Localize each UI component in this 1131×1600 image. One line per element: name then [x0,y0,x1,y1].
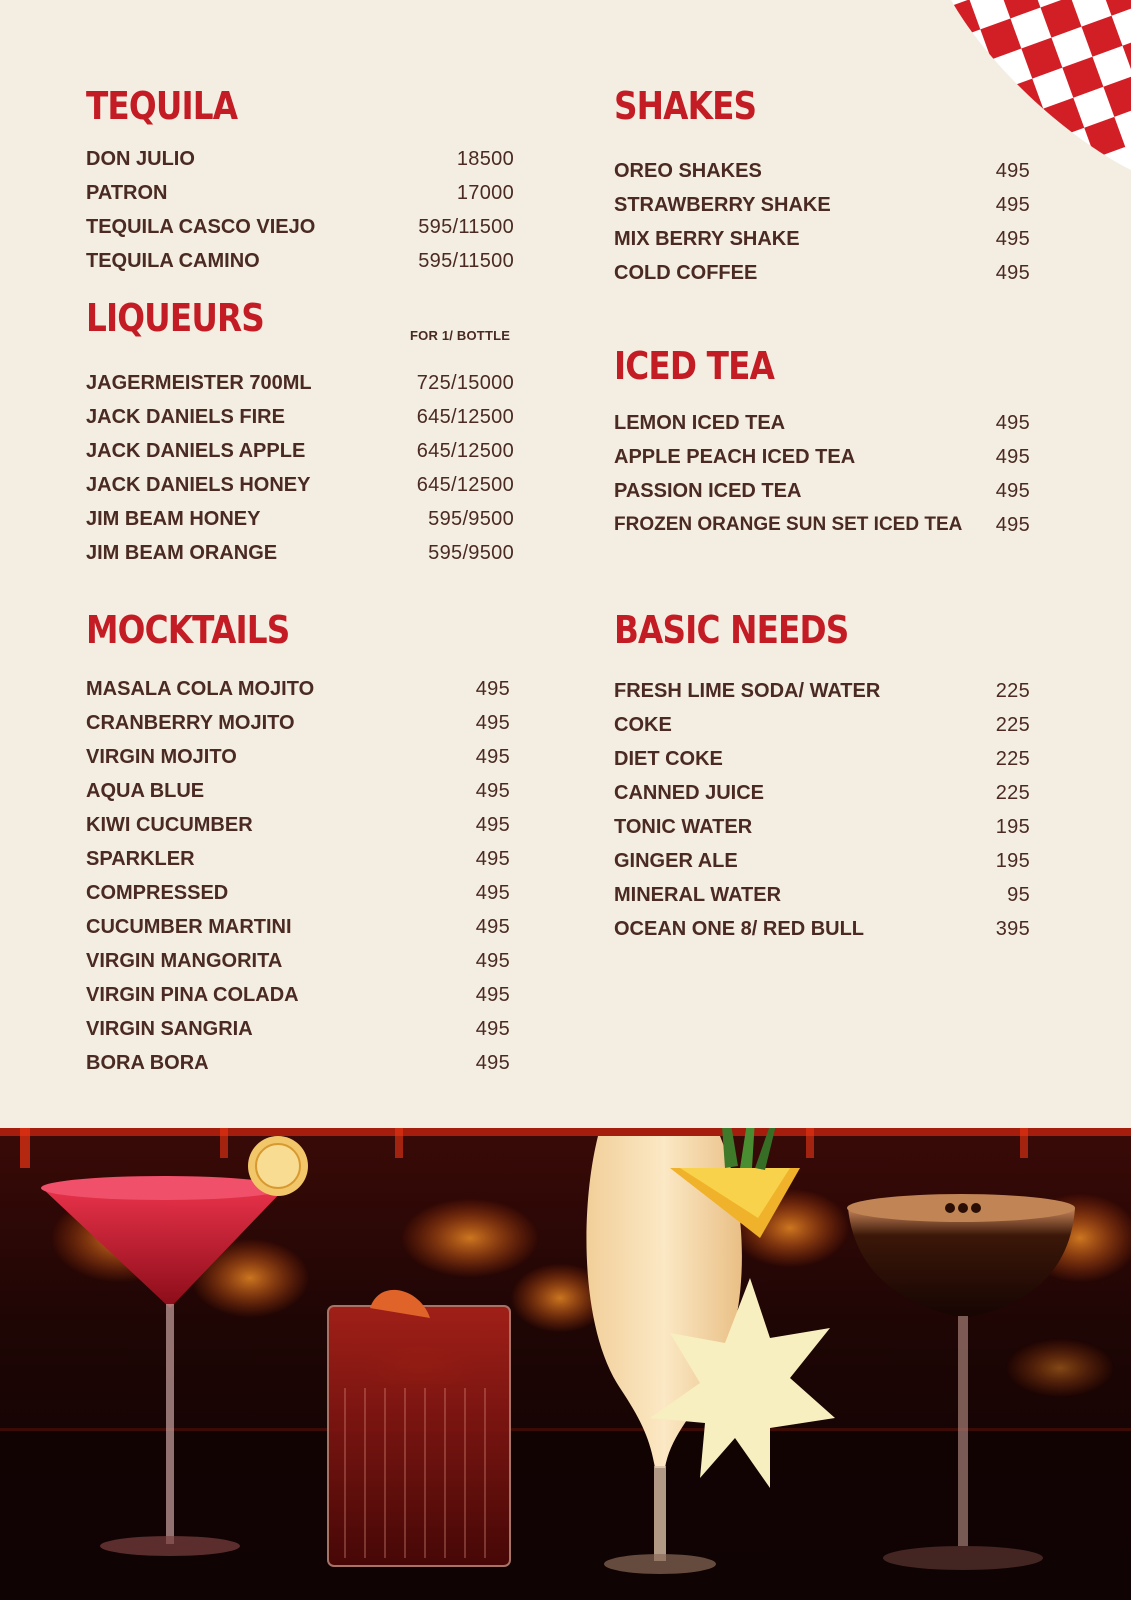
item-price: 495 [475,916,510,938]
shakes-section [614,86,1030,286]
item-price: 225 [995,714,1030,736]
item-name: SPARKLER [86,848,195,870]
item-price: 495 [475,678,510,700]
item-name: VIRGIN SANGRIA [86,1018,253,1040]
liqueurs-section [86,298,516,578]
menu-item [86,470,514,500]
item-price: 645/12500 [416,474,514,496]
menu-item [614,510,1030,540]
item-price: 495 [475,712,510,734]
menu-item [614,258,1030,288]
item-name: CANNED JUICE [614,782,765,804]
menu-item [614,676,1030,706]
item-price: 18500 [456,148,514,170]
item-price: 495 [475,882,510,904]
menu-item [614,442,1030,472]
menu-item [86,1048,510,1078]
menu-item [86,402,514,432]
item-name: JACK DANIELS HONEY [86,474,311,496]
menu-item [86,368,514,398]
tequila-section [86,86,514,276]
item-name: JACK DANIELS APPLE [86,440,306,462]
menu-item [614,190,1030,220]
menu-item [614,408,1030,438]
item-name: TONIC WATER [614,816,753,838]
item-price: 495 [475,984,510,1006]
menu-item [86,810,510,840]
menu-item [86,538,514,568]
menu-item [614,476,1030,506]
item-price: 395 [995,918,1030,940]
item-price: 495 [475,814,510,836]
menu-item [614,778,1030,808]
item-name: COLD COFFEE [614,262,758,284]
item-name: STRAWBERRY SHAKE [614,194,831,216]
section-heading: MOCKTAILS [86,608,290,652]
item-name: TEQUILA CAMINO [86,250,260,272]
item-name: FRESH LIME SODA/ WATER [614,680,881,702]
item-name: FROZEN ORANGE SUN SET ICED TEA [614,514,963,535]
basic-needs-section [614,610,1030,950]
price-unit-note: FOR 1/ BOTTLE [410,328,511,343]
item-name: DIET COKE [614,748,723,770]
item-price: 595/11500 [418,250,514,272]
menu-item [614,880,1030,910]
item-price: 495 [995,446,1030,468]
item-name: VIRGIN PINA COLADA [86,984,299,1006]
menu-item [614,744,1030,774]
menu-item [86,912,510,942]
item-price: 725/15000 [416,372,514,394]
item-name: GINGER ALE [614,850,738,872]
item-name: CUCUMBER MARTINI [86,916,292,938]
item-name: COMPRESSED [86,882,229,904]
item-name: VIRGIN MOJITO [86,746,237,768]
iced-tea-section [614,346,1030,546]
menu-item [86,844,510,874]
item-price: 595/11500 [418,216,514,238]
item-name: OREO SHAKES [614,160,762,182]
item-price: 195 [995,816,1030,838]
item-name: PATRON [86,182,168,204]
item-price: 225 [995,748,1030,770]
item-price: 495 [475,746,510,768]
item-name: DON JULIO [86,148,195,170]
menu-item [86,504,514,534]
item-name: OCEAN ONE 8/ RED BULL [614,918,865,940]
menu-item [86,212,514,242]
item-price: 495 [995,160,1030,182]
menu-item [614,224,1030,254]
item-price: 495 [995,262,1030,284]
item-price: 495 [475,780,510,802]
item-price: 595/9500 [428,542,514,564]
menu-item [86,878,510,908]
item-name: KIWI CUCUMBER [86,814,253,836]
item-name: MINERAL WATER [614,884,782,906]
menu-item [86,246,514,276]
cocktail-photo [0,1128,1131,1600]
item-name: COKE [614,714,672,736]
item-name: JAGERMEISTER 700ML [86,372,312,394]
item-price: 495 [995,228,1030,250]
item-price: 645/12500 [416,406,514,428]
item-name: LEMON ICED TEA [614,412,786,434]
mocktails-section [86,610,510,1080]
menu-item [614,846,1030,876]
item-price: 495 [995,514,1030,536]
menu-item [86,742,510,772]
item-name: JACK DANIELS FIRE [86,406,285,428]
menu-item [86,980,510,1010]
menu-item [86,144,514,174]
item-name: PASSION ICED TEA [614,480,802,502]
menu-item [86,708,510,738]
item-price: 495 [475,848,510,870]
item-price: 495 [995,412,1030,434]
section-heading: TEQUILA [86,84,238,128]
item-price: 17000 [456,182,514,204]
item-price: 225 [995,680,1030,702]
menu-item [614,812,1030,842]
item-price: 495 [995,480,1030,502]
item-name: TEQUILA CASCO VIEJO [86,216,316,238]
item-name: APPLE PEACH ICED TEA [614,446,856,468]
menu-item [614,914,1030,944]
menu-item [86,776,510,806]
menu-item [614,710,1030,740]
item-name: MIX BERRY SHAKE [614,228,800,250]
item-price: 595/9500 [428,508,514,530]
menu-item [86,674,510,704]
item-price: 495 [475,1052,510,1074]
menu-item [86,436,514,466]
item-name: JIM BEAM ORANGE [86,542,278,564]
menu-item [86,946,510,976]
section-heading: ICED TEA [614,344,775,388]
menu-item [86,178,514,208]
section-heading: LIQUEURS [86,296,264,340]
item-name: AQUA BLUE [86,780,205,802]
item-price: 95 [1007,884,1030,906]
item-price: 495 [475,1018,510,1040]
item-name: JIM BEAM HONEY [86,508,261,530]
item-price: 195 [995,850,1030,872]
menu-item [614,156,1030,186]
item-price: 225 [995,782,1030,804]
item-price: 645/12500 [416,440,514,462]
item-name: VIRGIN MANGORITA [86,950,283,972]
item-name: MASALA COLA MOJITO [86,678,315,700]
item-price: 495 [995,194,1030,216]
item-price: 495 [475,950,510,972]
item-name: CRANBERRY MOJITO [86,712,295,734]
section-heading: SHAKES [614,84,757,128]
menu-item [86,1014,510,1044]
section-heading: BASIC NEEDS [614,608,849,652]
item-name: BORA BORA [86,1052,209,1074]
